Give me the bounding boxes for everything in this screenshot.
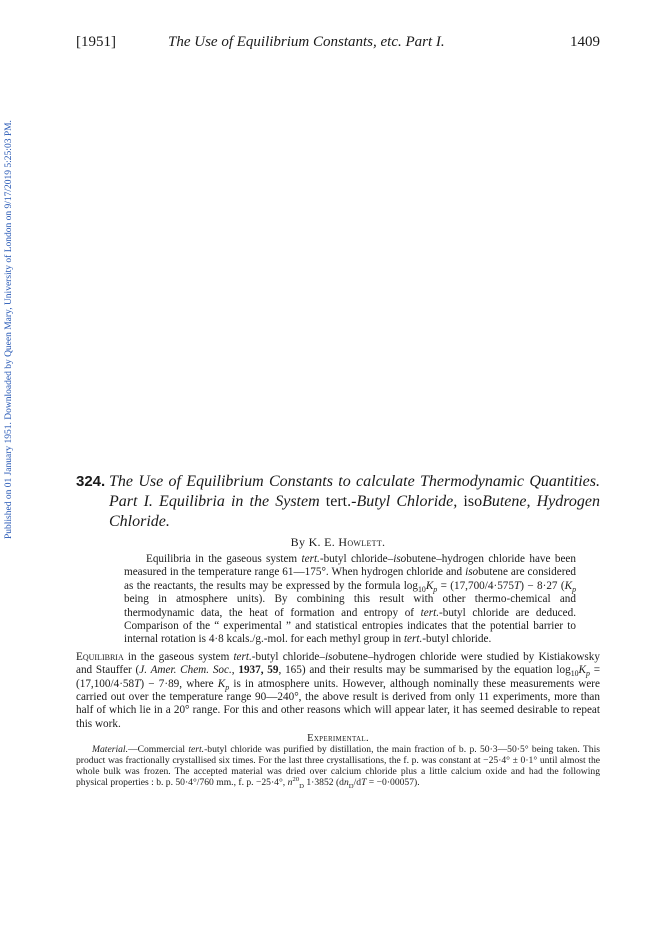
- title-part: tert.: [325, 493, 352, 510]
- author-line: [76, 535, 600, 550]
- material-paragraph: Material.—Commercial tert.-butyl chloride was purified by distillation, the main fraction of b. p. 50·3—50·5° being taken. This product was fractionally crystallised six times. For the last three crystallisations, the f. p. was constant at −25·4° ± 0·1° until almost the whole bulk was frozen. The accepted material was dried over calcium chloride plus a little calcium oxide and had the following physical properties : b. p. 50·4°/760 mm., f. p. −25·4°, $n^{20}_D$ 1·3852 $(dn_D/dT = -0\cdot 00057)$.: [76, 744, 600, 791]
- intro-paragraph: Equilibria in the gaseous system tert.-butyl chloride–isobutene–hydrogen chloride were studied by Kistiakowsky and Stauffer (J. Amer. Chem. Soc., 1937, 59, 165) and their results may be summarised by the equation $\log_{10}K_p = (17,100/4\cdot 58T) - 7\cdot 89$, where $K_p$ is in atmosphere units. However, although nominally these measurements were carried out over the temperature range 90—240°, the above result is derived from only 11 experiments, more than half of which lie in a 20° range. For this and other reasons which will appear later, it has seemed desirable to repeat this work.: [76, 650, 601, 730]
- article-number: 324.: [76, 473, 106, 490]
- title-part: The Use of Equilibrium Constants to calculate Thermodynamic Quantities. Part I. Equilibria in the System: [109, 473, 600, 510]
- running-head: [76, 34, 600, 56]
- author-name: K. E. Howlett.: [308, 535, 386, 549]
- journal-year: [1951]: [76, 34, 116, 50]
- author-by: By: [290, 535, 306, 549]
- title-part: Butene, Hydrogen Chloride.: [109, 493, 601, 530]
- abstract: Equilibria in the gaseous system tert.-butyl chloride–isobutene–hydrogen chloride have been measured in the temperature range 61—175°. When hydrogen chloride and isobutene are considered as the reactants, the results may be expressed by the formula $\log_{10}K_p = (17,700/4\cdot 575T) - 8\cdot 27$ ($K_p$ being in atmosphere units). By combining this result with other thermo-chemical and thermodynamic data, the heat of formation and entropy of tert.-butyl chloride are deduced. Comparison of the “ experimental ” and statistical entropies indicates that the potential barrier to internal rotation is 4·8 kcals./g.-mol. for each methyl group in tert.-butyl chloride.: [124, 553, 577, 646]
- download-provenance-note: Published on 01 January 1951. Downloaded by Queen Mary, University of London on 9/17/2019 5:25:03 PM.: [4, 120, 14, 539]
- section-heading-experimental: Experimental.: [307, 733, 369, 745]
- title-part: -Butyl Chloride,: [351, 493, 464, 510]
- article: [76, 472, 601, 791]
- page-number: 1409: [570, 34, 600, 50]
- title-part: iso: [463, 493, 483, 510]
- article-title: [76, 472, 600, 532]
- running-title: The Use of Equilibrium Constants, etc. Part I.: [168, 34, 445, 50]
